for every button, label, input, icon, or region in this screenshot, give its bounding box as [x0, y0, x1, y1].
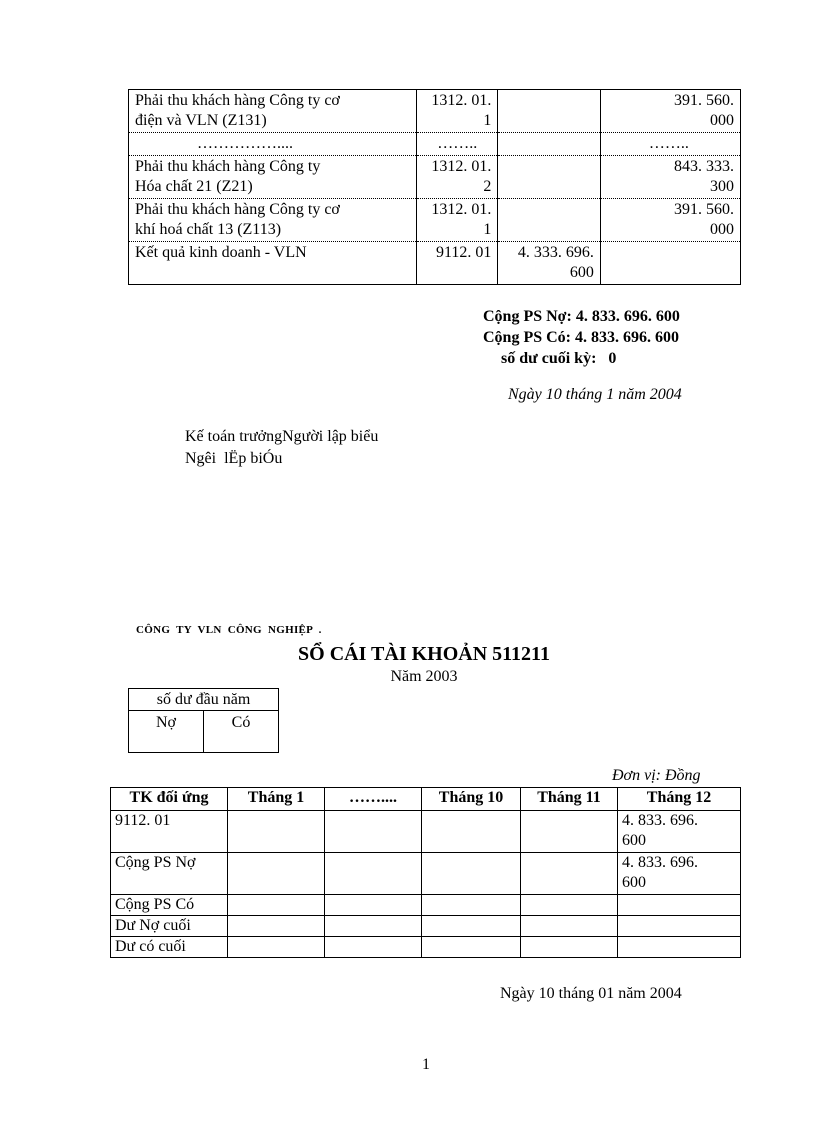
credit-line: 843. 333.: [674, 158, 734, 175]
cell: [228, 853, 325, 895]
acct-line: 9112. 01: [436, 244, 492, 261]
table-row: [129, 242, 741, 285]
row-credit: [600, 90, 740, 133]
credit-line: ……..: [648, 135, 689, 152]
page-title: SỔ CÁI TÀI KHOẢN 511211: [298, 643, 550, 665]
ending-balance: số dư cuối kỳ: 0: [501, 350, 617, 367]
credit-line: 000: [710, 112, 734, 129]
cell: [325, 811, 422, 853]
currency-unit: Đơn vị: Đồng: [612, 767, 701, 784]
col-header: TK đối ứng: [111, 788, 228, 811]
cell: [422, 853, 521, 895]
cell: [521, 916, 618, 937]
cell: [325, 895, 422, 916]
row-label: Dư có cuối: [111, 937, 228, 958]
signature-title: Kế toán trưởngNgười lập biểu: [185, 428, 379, 445]
row-account: [417, 90, 498, 133]
desc-line: Phải thu khách hàng Công ty: [135, 158, 321, 175]
cell-month-12: [618, 811, 741, 853]
desc-line: Hóa chất 21 (Z21): [135, 178, 253, 195]
cell-month-12: [618, 895, 741, 916]
col-header: Tháng 11: [521, 788, 618, 811]
col-header: Tháng 10: [422, 788, 521, 811]
cell: [228, 916, 325, 937]
acct-line: 2: [483, 178, 492, 195]
acct-line: 1: [483, 221, 492, 238]
ledger-date-line: Ngày 10 tháng 01 năm 2004: [500, 985, 682, 1002]
row-account: [417, 156, 498, 199]
table-row: [111, 895, 741, 916]
cell: [521, 937, 618, 958]
totals-block: [470, 306, 680, 369]
row-description: [129, 242, 417, 285]
opening-debit: Nợ: [129, 711, 204, 753]
acct-line: 1312. 01.: [431, 158, 492, 175]
table-header-row: [111, 788, 741, 811]
page-number: 1: [422, 1056, 430, 1073]
opening-credit: Có: [204, 711, 279, 753]
cell: [422, 937, 521, 958]
cell-month-12: [618, 937, 741, 958]
col-header: Tháng 12: [618, 788, 741, 811]
desc-line: Phải thu khách hàng Công ty cơ: [135, 201, 340, 218]
row-account: [417, 133, 498, 156]
table-row: [111, 916, 741, 937]
value-line: 4. 833. 696.: [622, 812, 698, 829]
account-detail-table: [128, 89, 741, 285]
cell: [422, 811, 521, 853]
value-line: 600: [622, 874, 646, 891]
row-credit: [600, 156, 740, 199]
table-row: [129, 156, 741, 199]
row-credit: [600, 133, 740, 156]
desc-line: điện và VLN (Z131): [135, 112, 267, 129]
row-label: Cộng PS Nợ: [111, 853, 228, 895]
row-label: Cộng PS Có: [111, 895, 228, 916]
table-row: [111, 811, 741, 853]
opening-balance-table: [128, 688, 279, 753]
table-row: [129, 90, 741, 133]
row-account: [417, 199, 498, 242]
col-header: ……....: [325, 788, 422, 811]
signature-block: [185, 426, 378, 470]
row-debit: [498, 156, 600, 199]
credit-line: 391. 560.: [674, 201, 734, 218]
acct-line: ……..: [437, 135, 478, 152]
date-line: Ngày 10 tháng 1 năm 2004: [508, 386, 682, 403]
table-row: [111, 853, 741, 895]
cell: [228, 937, 325, 958]
company-name: CÔNG TY VLN CÔNG NGHIỆP .: [136, 624, 322, 636]
desc-line: Kết quả kinh doanh - VLN: [135, 244, 307, 261]
desc-line: khí hoá chất 13 (Z113): [135, 221, 282, 238]
row-label: 9112. 01: [111, 811, 228, 853]
ledger-table: [110, 787, 741, 958]
row-description: [129, 156, 417, 199]
cell: [422, 895, 521, 916]
value-line: 600: [622, 832, 646, 849]
col-header: Tháng 1: [228, 788, 325, 811]
opening-balance-header: số dư đầu năm: [129, 689, 279, 711]
acct-line: 1312. 01.: [431, 92, 492, 109]
cell: [521, 895, 618, 916]
row-debit: [498, 90, 600, 133]
row-debit: [498, 133, 600, 156]
cell: [325, 937, 422, 958]
table-row: [129, 133, 741, 156]
cell: [422, 916, 521, 937]
table-row: [129, 199, 741, 242]
row-description: [129, 199, 417, 242]
value-line: 4. 833. 696.: [622, 854, 698, 871]
row-description: [129, 133, 417, 156]
cell: [228, 811, 325, 853]
credit-line: 391. 560.: [674, 92, 734, 109]
acct-line: 1312. 01.: [431, 201, 492, 218]
row-credit: [600, 242, 740, 285]
cell: [521, 811, 618, 853]
cell: [325, 916, 422, 937]
row-credit: [600, 199, 740, 242]
credit-line: 300: [710, 178, 734, 195]
table-row: [111, 937, 741, 958]
desc-line: Phải thu khách hàng Công ty cơ: [135, 92, 340, 109]
cell-month-12: [618, 916, 741, 937]
acct-line: 1: [483, 112, 492, 129]
cell: [325, 853, 422, 895]
debit-line: 600: [569, 264, 594, 281]
cell: [521, 853, 618, 895]
credit-total: Cộng PS Có: 4. 833. 696. 600: [483, 329, 680, 346]
debit-line: 4. 333. 696.: [517, 244, 594, 261]
cell: [228, 895, 325, 916]
ledger-year: Năm 2003: [390, 668, 458, 685]
row-debit: [498, 199, 600, 242]
debit-total: Cộng PS Nợ: 4. 833. 696. 600: [483, 308, 680, 325]
row-description: [129, 90, 417, 133]
cell-month-12: [618, 853, 741, 895]
row-label: Dư Nợ cuối: [111, 916, 228, 937]
row-account: [417, 242, 498, 285]
credit-line: 000: [710, 221, 734, 238]
desc-line: ……………....: [197, 135, 293, 152]
row-debit: [498, 242, 600, 285]
signature-garbled: Ngêi lËp biÓu: [185, 450, 283, 467]
